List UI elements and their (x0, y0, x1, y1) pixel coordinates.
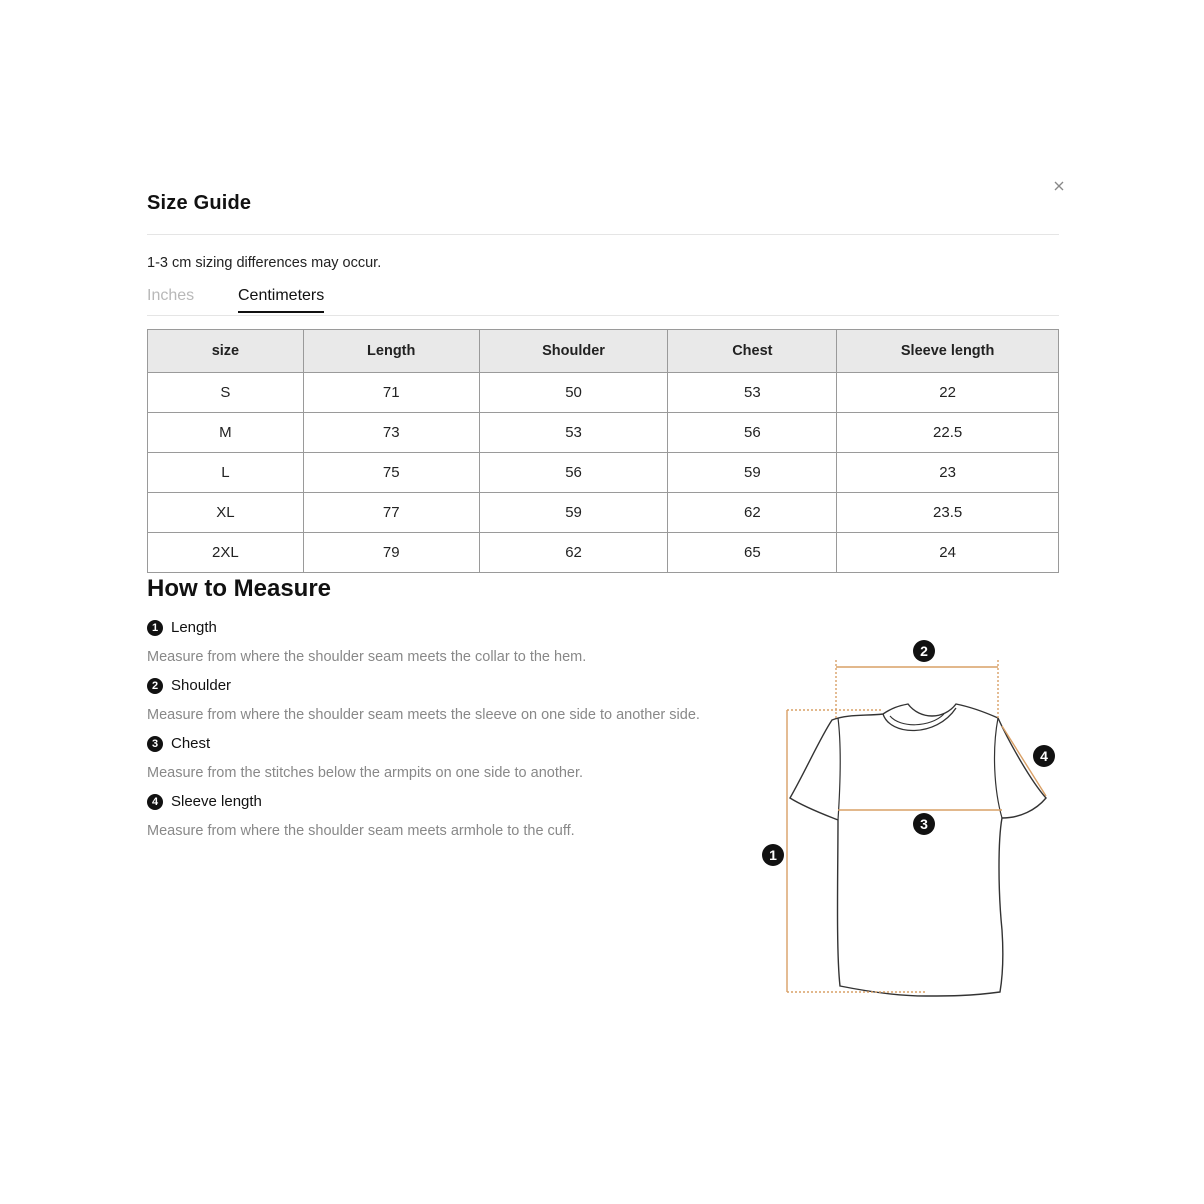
table-row (148, 373, 1059, 413)
table-cell: S (148, 373, 304, 413)
close-icon (1049, 176, 1069, 196)
table-row (148, 493, 1059, 533)
table-cell: 59 (479, 493, 668, 533)
table-cell: 56 (668, 413, 837, 453)
table-cell: 53 (479, 413, 668, 453)
table-cell: 59 (668, 453, 837, 493)
tshirt-outline (790, 704, 1046, 996)
table-cell: 50 (479, 373, 668, 413)
step-description: Measure from where the shoulder seam meets the sleeve on one side to another side. (147, 707, 700, 723)
table-header: Sleeve length (837, 330, 1059, 373)
step-description: Measure from where the shoulder seam meets the collar to the hem. (147, 649, 587, 665)
measure-step-chest (147, 735, 210, 752)
table-cell: 56 (479, 453, 668, 493)
right-armhole-seam (995, 718, 1002, 818)
svg-text:1: 1 (769, 847, 777, 863)
table-cell: 23 (837, 453, 1059, 493)
unit-tabs (147, 285, 1059, 316)
step-label: Chest (171, 735, 211, 752)
table-cell: 24 (837, 533, 1059, 573)
tab-inches[interactable]: Inches (147, 287, 195, 304)
table-row (148, 413, 1059, 453)
table-cell: XL (148, 493, 304, 533)
table-cell: 23.5 (837, 493, 1059, 533)
title-divider (147, 234, 1059, 235)
table-cell: 62 (479, 533, 668, 573)
table-row (148, 533, 1059, 573)
table-cell: 22 (837, 373, 1059, 413)
marker-3 (913, 813, 935, 835)
table-header: Shoulder (479, 330, 668, 373)
step-label: Shoulder (171, 677, 232, 694)
table-cell: M (148, 413, 304, 453)
table-header: Chest (668, 330, 837, 373)
table-header-row (148, 330, 1059, 373)
tab-centimeters[interactable]: Centimeters (238, 287, 324, 313)
table-row (148, 453, 1059, 493)
table-header: size (148, 330, 304, 373)
table-cell: 2XL (148, 533, 304, 573)
size-table (147, 329, 1059, 573)
measure-step-shoulder (147, 677, 231, 694)
marker-2 (913, 640, 935, 662)
table-cell: 77 (303, 493, 479, 533)
svg-text:2: 2 (920, 643, 928, 659)
svg-text:3: 3 (920, 816, 928, 832)
step-label: Length (171, 619, 217, 636)
table-cell: 79 (303, 533, 479, 573)
marker-1 (762, 844, 784, 866)
tshirt-measure-diagram (740, 630, 1080, 1010)
close-button[interactable] (1049, 176, 1069, 196)
table-cell: 62 (668, 493, 837, 533)
table-cell: 22.5 (837, 413, 1059, 453)
table-cell: 71 (303, 373, 479, 413)
measure-step-length (147, 619, 217, 636)
step-number-badge: 1 (147, 620, 163, 636)
table-cell: 75 (303, 453, 479, 493)
table-header: Length (303, 330, 479, 373)
dialog-title: Size Guide (147, 192, 252, 214)
step-label: Sleeve length (171, 793, 262, 810)
step-number-badge: 3 (147, 736, 163, 752)
table-cell: 53 (668, 373, 837, 413)
table-cell: 73 (303, 413, 479, 453)
left-armhole-seam (838, 718, 840, 820)
measure-step-sleeve-length (147, 793, 262, 810)
svg-text:4: 4 (1040, 748, 1048, 764)
how-to-measure-title: How to Measure (147, 575, 332, 602)
step-number-badge: 2 (147, 678, 163, 694)
table-cell: 65 (668, 533, 837, 573)
step-number-badge: 4 (147, 794, 163, 810)
step-description: Measure from the stitches below the armpits on one side to another. (147, 765, 584, 781)
marker-4 (1033, 745, 1055, 767)
step-description: Measure from where the shoulder seam meets armhole to the cuff. (147, 823, 575, 839)
table-cell: L (148, 453, 304, 493)
sizing-note: 1-3 cm sizing differences may occur. (147, 255, 382, 271)
